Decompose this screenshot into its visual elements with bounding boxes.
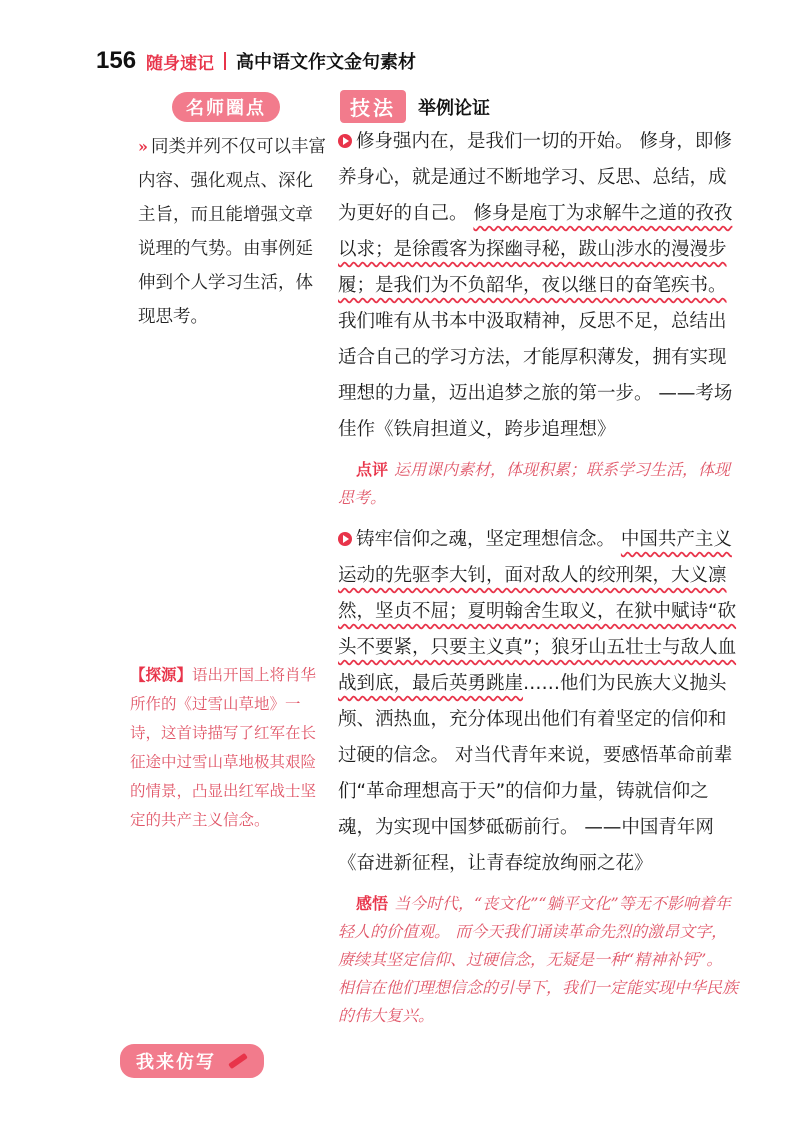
insight-label: 感悟 — [356, 894, 389, 913]
master-comment — [138, 130, 326, 334]
technique-tag: 技法 — [340, 90, 406, 123]
example-paragraph-1 — [338, 124, 738, 448]
book-title: 高中语文作文金句素材 — [236, 52, 417, 73]
master-comment-text: 同类并列不仅可以丰富内容、强化观点、深化主旨，而且能增强文章说理的气势。由事例延伸到个人学习生活，体现思考。 — [138, 137, 326, 327]
underlined-text: 中国共产主义运动的先驱李大钊，面对敌人的绞刑架，大义凛然，坚贞不屈；夏明翰舍生取义，在狱中赋诗“砍头不要紧，只要主义真”；狼牙山五壮士与敌人血战到底，最后英勇跳崖 — [338, 529, 737, 694]
paragraph-text: 铸牢信仰之魂，坚定理想信念。 — [356, 529, 621, 550]
paragraph-text: 我们唯有从书本中汲取精神，反思不足，总结出适合自己的学习方法，才能厚积薄发，拥有实现理想的力量，迈出追梦之旅的第一步。 ——考场佳作《铁肩担道义，跨步追理想》 — [338, 311, 733, 440]
source-note-text: 语出开国上将肖华所作的《过雪山草地》一诗，这首诗描写了红军在长征途中过雪山草地极其艰险的情景，凸显出红军战士坚定的共产主义信念。 — [130, 666, 317, 829]
master-comment-label: 名师圈点 — [172, 92, 280, 122]
review-text: 运用课内素材，体现积累；联系学习生活，体现思考。 — [338, 460, 731, 507]
page-header — [96, 44, 416, 78]
pencil-icon — [228, 1053, 248, 1069]
technique-header — [340, 90, 490, 123]
play-bullet-icon — [338, 532, 352, 546]
paragraph-text: 修身强内在，是我们一切的开始。 修身，即修养身心，就是通过不断地学习、反思、总结，成为更好的自己。 — [338, 131, 732, 224]
header-divider — [224, 52, 226, 70]
double-arrow-icon: » — [138, 137, 148, 156]
paragraph-text: ……他们为民族大义抛头颅、洒热血，充分体现出他们有着坚定的信仰和过硬的信念。 对当代青年来说，要感悟革命前辈们“革命理想高于天”的信仰力量，铸就信仰之魂，为实现中国梦砥砺前行。 ——中国青年网《奋进新征程，让青春绽放绚丽之花》 — [338, 673, 733, 874]
source-note — [130, 660, 326, 835]
example-paragraph-2 — [338, 522, 738, 882]
series-name: 随身速记 — [146, 53, 215, 74]
technique-title: 举例论证 — [418, 97, 490, 119]
underlined-text: 修身是庖丁为求解牛之道的孜孜以求；是徐霞客为探幽寻秘，跋山涉水的漫漫步履；是我们为不负韶华，夜以继日的奋笔疾书。 — [338, 203, 733, 296]
insight-comment — [338, 890, 738, 1030]
source-note-label: 【探源】 — [130, 665, 193, 684]
review-label: 点评 — [356, 460, 389, 479]
imitate-writing-label: 我来仿写 — [136, 1052, 216, 1073]
imitate-writing-button[interactable] — [120, 1044, 264, 1078]
play-bullet-icon — [338, 134, 352, 148]
insight-text: 当今时代，“丧文化”“躺平文化”等无不影响着年轻人的价值观。 而今天我们诵读革命先烈的激昂文字，赓续其坚定信仰、过硬信念，无疑是一种“精神补钙”。 相信在他们理想信念的引导下，我们一定能实现中华民族的伟大复兴。 — [338, 894, 739, 1025]
review-comment — [338, 456, 738, 512]
page-number: 156 — [96, 47, 137, 74]
main-content — [338, 124, 738, 1040]
